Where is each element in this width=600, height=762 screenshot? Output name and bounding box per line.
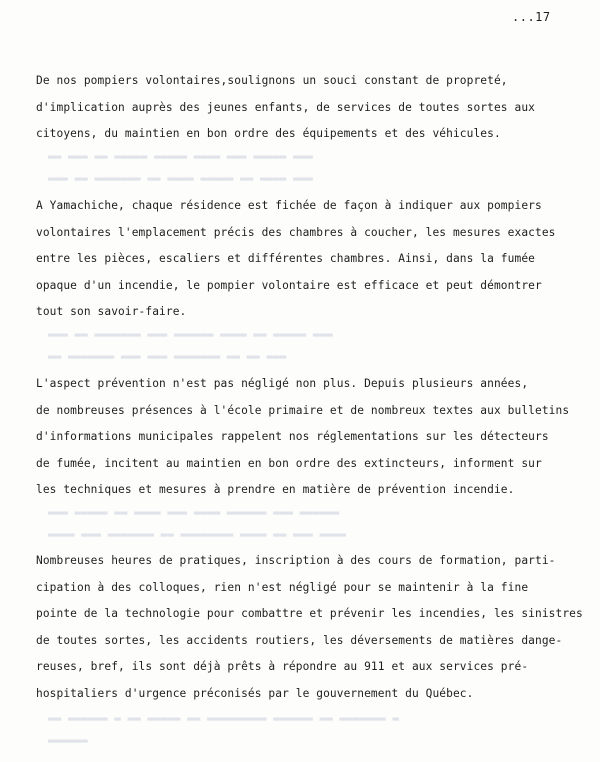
text-line: les techniques et mesures à prendre en matière de prévention incendie. — [36, 483, 515, 496]
text-line: De nos pompiers volontaires,soulignons un souci constant de propreté, — [36, 74, 508, 87]
paragraph-prevention — [36, 371, 576, 504]
bleed-through-mark: ▬▬▬ ▬▬▬▬▬ ▬▬ ▬▬▬▬ ▬▬▬ ▬▬▬▬ ▬▬▬▬▬▬ ▬▬▬ ▬▬▬▬▬▬ — [48, 506, 340, 519]
text-line: pointe de la technologie pour combattre et prévenir les incendies, les sinistres — [36, 607, 583, 620]
text-line: reuses, bref, ils sont déjà prêts à répondre au 911 et aux services pré- — [36, 660, 529, 673]
bleed-through-mark: ▬▬ ▬▬▬▬▬▬▬ ▬▬▬ ▬▬▬ ▬▬▬▬▬▬▬ ▬▬ ▬▬ ▬▬▬ — [48, 350, 287, 363]
page-number: ...17 — [512, 10, 551, 24]
text-line: L'aspect prévention n'est pas négligé non plus. Depuis plusieurs années, — [36, 377, 529, 390]
text-line: entre les pièces, escaliers et différentes chambres. Ainsi, dans la fumée — [36, 252, 535, 265]
text-line: A Yamachiche, chaque résidence est fichée de façon à indiquer aux pompiers — [36, 199, 542, 212]
text-line: tout son savoir-faire. — [36, 305, 187, 318]
paragraph-volunteers — [36, 68, 576, 148]
text-line: d'informations municipales rappelent nos réglementations sur les détecteurs — [36, 430, 549, 443]
text-line: de fumée, incitent au maintien en bon ordre des extincteurs, informent sur — [36, 456, 542, 470]
bleed-through-mark: ▬▬▬ ▬▬ ▬▬▬▬▬▬▬ ▬▬ ▬▬▬▬ ▬▬▬▬▬ ▬▬ ▬▬▬▬ ▬▬▬ — [48, 172, 313, 185]
text-line: de toutes sortes, les accidents routiers, les déversements de matières dange- — [36, 633, 563, 647]
paragraph-training — [36, 548, 583, 707]
text-line: d'implication auprès des jeunes enfants, de services de toutes sortes aux — [36, 100, 535, 114]
bleed-through-mark: ▬▬ ▬▬▬ ▬▬ ▬▬▬▬▬ ▬▬▬▬▬ ▬▬▬▬ ▬▬▬ ▬▬▬▬▬ ▬▬▬ — [48, 150, 313, 163]
bleed-through-mark: ▬▬▬▬▬▬ — [48, 734, 88, 747]
bleed-through-mark: ▬▬▬▬ ▬▬▬ ▬▬▬▬▬▬▬ ▬▬ ▬▬▬▬▬▬▬▬ ▬▬▬▬ ▬▬ ▬▬▬ ▬▬▬▬ — [48, 528, 347, 541]
text-line: cipation à des colloques, rien n'est négligé pour se maintenir à la fine — [36, 580, 529, 594]
bleed-through-mark: ▬▬▬ ▬▬ ▬▬▬▬▬▬▬ ▬▬▬ ▬▬▬▬▬▬ ▬▬▬▬ ▬▬ ▬▬▬▬▬ ▬▬▬ — [48, 328, 333, 341]
text-line: hospitaliers d'urgence préconisés par le gouvernement du Québec. — [36, 686, 474, 700]
paragraph-yamachiche — [36, 193, 576, 326]
text-line: citoyens, du maintien en bon ordre des équipements et des véhicules. — [36, 127, 501, 140]
text-line: Nombreuses heures de pratiques, inscription à des cours de formation, parti- — [36, 554, 556, 567]
text-line: de nombreuses présences à l'école primaire et de nombreux textes aux bulletins — [36, 403, 570, 417]
text-line: opaque d'un incendie, le pompier volontaire est efficace et peut démontrer — [36, 278, 542, 292]
text-line: volontaires l'emplacement précis des chambres à coucher, les mesures exactes — [36, 225, 556, 239]
bleed-through-mark: ▬▬ ▬▬▬▬▬▬ ▬ ▬▬ ▬▬▬▬▬ ▬▬ ▬▬▬▬▬▬▬▬▬ ▬▬▬▬▬▬ ▬▬ ▬▬▬▬▬▬▬ ▬ — [48, 712, 399, 725]
